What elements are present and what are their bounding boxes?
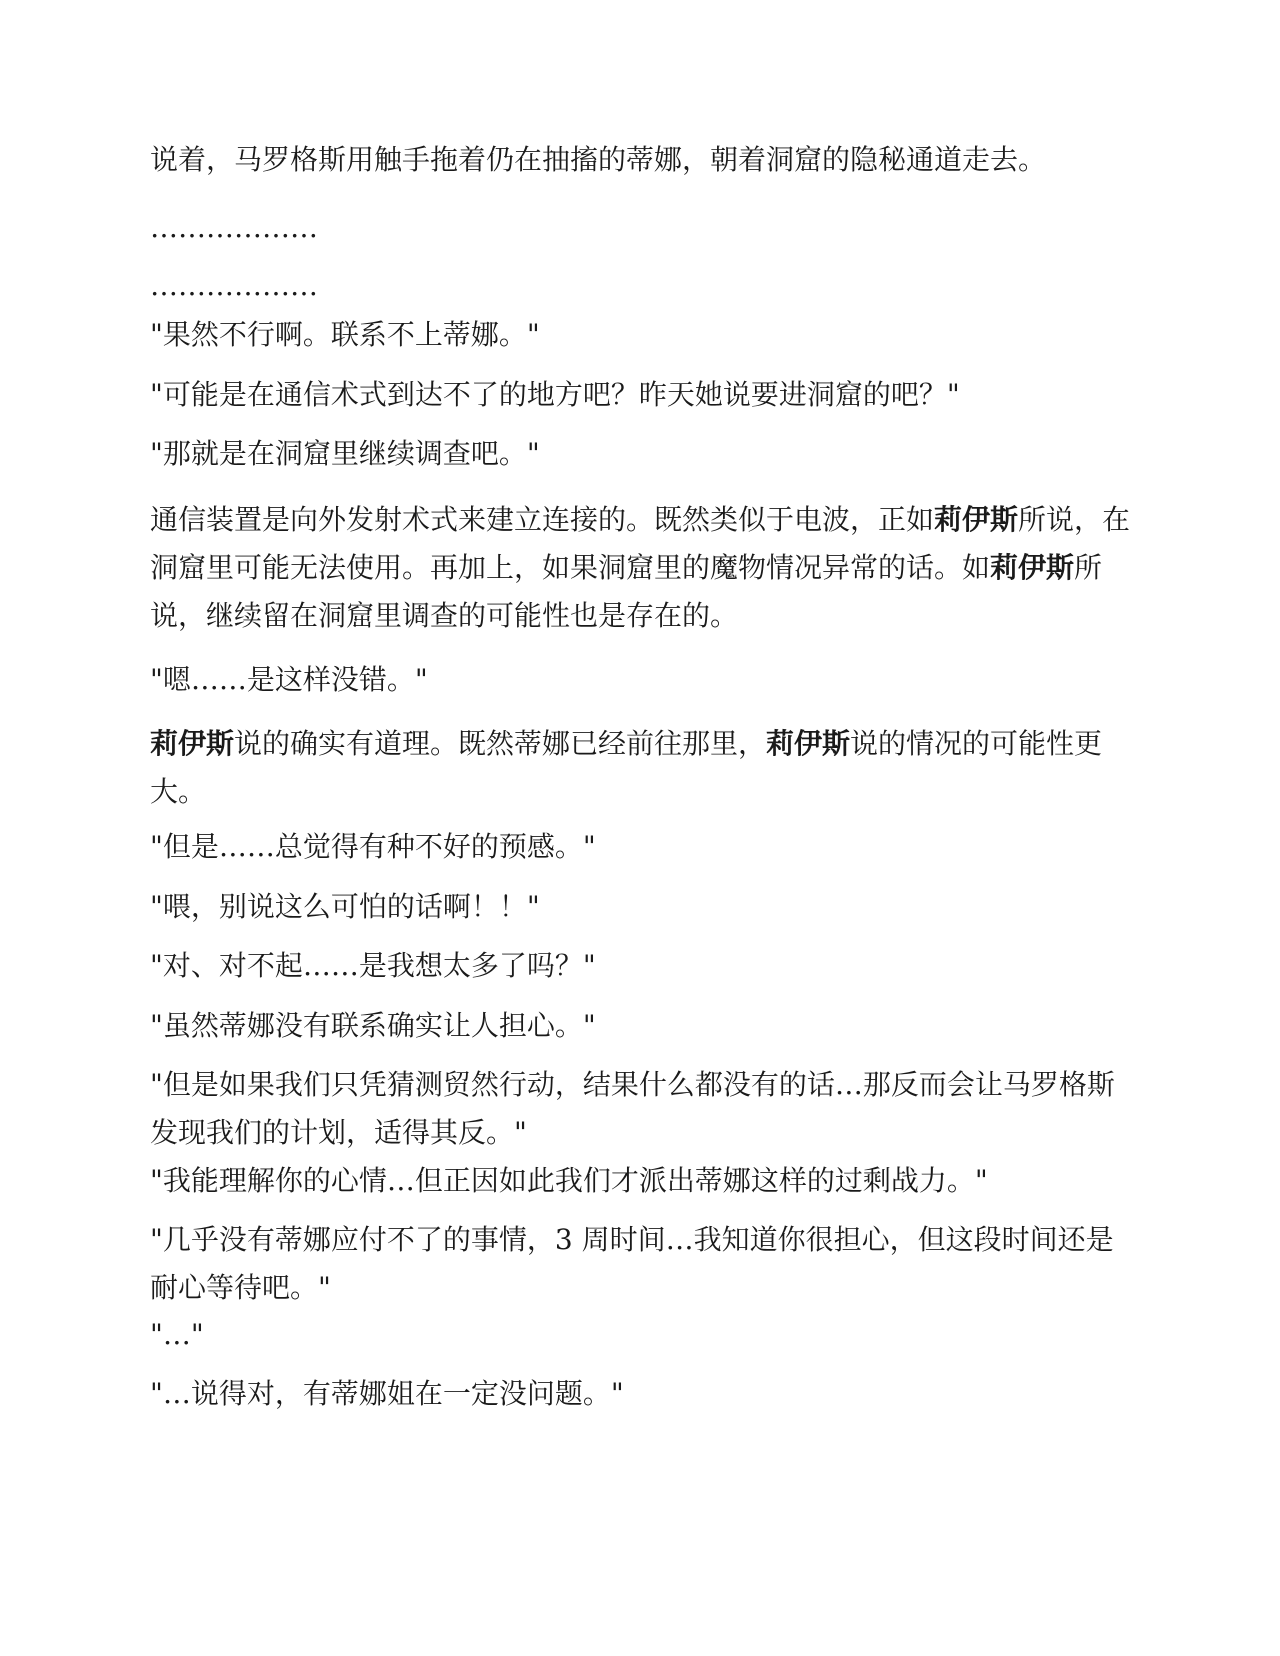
character-name: 莉伊斯	[934, 503, 1019, 536]
text-run: 通信装置是向外发射术式来建立连接的。既然类似于电波，正如	[150, 503, 935, 536]
character-name: 莉伊斯	[766, 727, 851, 760]
dialogue-line: "但是……总觉得有种不好的预感。"	[150, 830, 596, 863]
dialogue-line: "虽然蒂娜没有联系确实让人担心。"	[150, 1009, 596, 1042]
text-run: 所说，继续留在洞窟里调查的可能性也是存在的。	[150, 551, 1103, 632]
narration-paragraph: 说着，马罗格斯用触手拖着仍在抽搐的蒂娜，朝着洞窟的隐秘通道走去。	[150, 143, 1047, 176]
character-name: 莉伊斯	[150, 727, 235, 760]
dialogue-line: "对、对不起……是我想太多了吗？"	[150, 949, 596, 982]
dialogue-line: "但是如果我们只凭猜测贸然行动，结果什么都没有的话…那反而会让马罗格斯发现我们的计划，适得其反。"	[150, 1068, 1115, 1149]
dialogue-line: "…"	[150, 1318, 204, 1351]
dialogue-line: "几乎没有蒂娜应付不了的事情，3 周时间…我知道你很担心，但这段时间还是耐心等待吧。"	[150, 1223, 1114, 1304]
dialogue-line: "喂，别说这么可怕的话啊！！"	[150, 890, 540, 923]
narration-paragraph	[150, 720, 1140, 816]
dialogue-line: "果然不行啊。联系不上蒂娜。"	[150, 318, 540, 351]
narration-paragraph	[150, 496, 1140, 640]
dialogue-line: "那就是在洞窟里继续调查吧。"	[150, 437, 540, 470]
text-run: 说的情况的可能性更大。	[150, 727, 1103, 808]
dialogue-line: "我能理解你的心情…但正因如此我们才派出蒂娜这样的过剩战力。"	[150, 1164, 988, 1197]
scene-break: ………………	[150, 269, 318, 302]
character-name: 莉伊斯	[990, 551, 1075, 584]
dialogue-line: "可能是在通信术式到达不了的地方吧？昨天她说要进洞窟的吧？"	[150, 378, 960, 411]
dialogue-line: "…说得对，有蒂娜姐在一定没问题。"	[150, 1377, 624, 1410]
scene-break: ………………	[150, 211, 318, 244]
dialogue-line: "嗯……是这样没错。"	[150, 663, 428, 696]
text-run: 说的确实有道理。既然蒂娜已经前往那里，	[234, 727, 767, 760]
text-run: 所说，在洞窟里可能无法使用。再加上，如果洞窟里的魔物情况异常的话。如	[150, 503, 1131, 584]
